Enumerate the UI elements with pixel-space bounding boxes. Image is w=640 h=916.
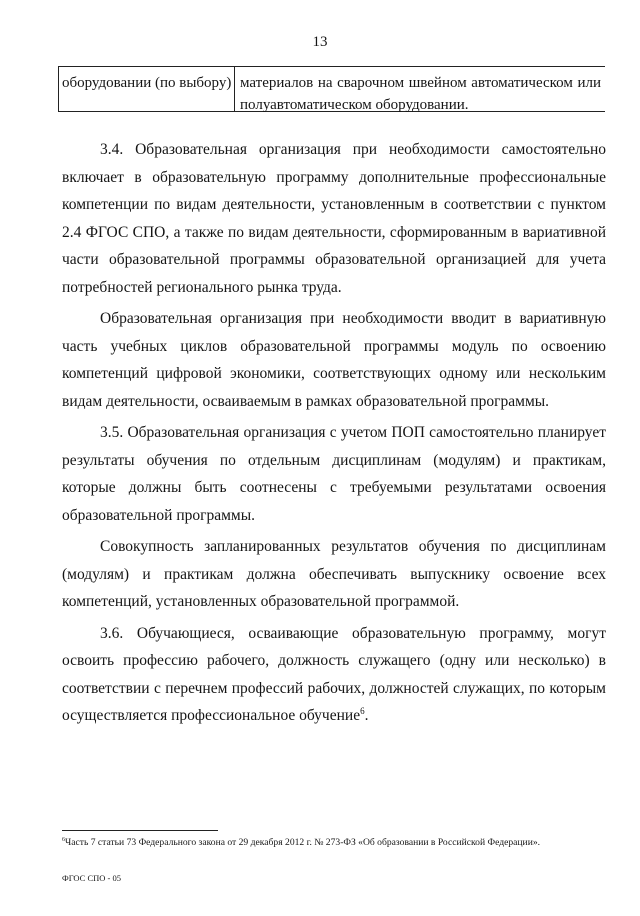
paragraph-3-6-end: . [364,707,369,724]
document-footer: ФГОС СПО - 05 [62,873,121,883]
table-cell-equipment: оборудовании (по выбору) [59,67,235,111]
document-body [62,136,606,734]
footnote-divider [62,830,218,831]
paragraph-3-6-text: 3.6. Обучающиеся, осваивающие образовательную программу, могут освоить профессию рабочего, должность служащего (одну или несколько) в соответствии с перечнем профессий рабочих, должностей служащих, по которым осуществляется профессиональное обучение [62,624,606,724]
paragraph-3-5: 3.5. Образовательная организация с учетом ПОП самостоятельно планирует результаты обучения по отдельным дисциплинам (модулям) и практикам, которые должны быть соотнесены с требуемыми результатами освоения образовательной программы. [62,424,606,524]
paragraph-digital-economy: Образовательная организация при необходимости вводит в вариативную часть учебных циклов образовательной программы модуль по освоению компетенций цифровой экономики, соответствующих одному или нескольким видам деятельности, осваиваемым в рамках образовательной программы. [62,310,606,410]
continuation-table [58,66,605,112]
paragraph-3-4: 3.4. Образовательная организация при необходимости самостоятельно включает в образовательную программу дополнительные профессиональные компетенции по видам деятельности, установленным в соответствии с пунктом 2.4 ФГОС СПО, а также по видам деятельности, сформированным в вариативной части образовательной программы образовательной организацией для учета потребностей регионального рынка труда. [62,141,606,296]
footnote-reference: 6 [360,705,365,716]
table-cell-materials: материалов на сварочном швейном автоматическом или полуавтоматическом оборудовании. [240,75,601,113]
footnote-marker: 6 [62,836,65,843]
footnote [62,836,622,849]
paragraph-learning-outcomes: Совокупность запланированных результатов обучения по дисциплинам (модулям) и практикам должна обеспечивать выпускнику освоение всех компетенций, установленных образовательной программой. [62,538,606,610]
paragraph-3-6 [62,620,606,730]
page-number: 13 [312,34,328,50]
footnote-text: Часть 7 статьи 73 Федерального закона от 29 декабря 2012 г. № 273-ФЗ «Об образовании в Российской Федерации». [65,837,541,848]
